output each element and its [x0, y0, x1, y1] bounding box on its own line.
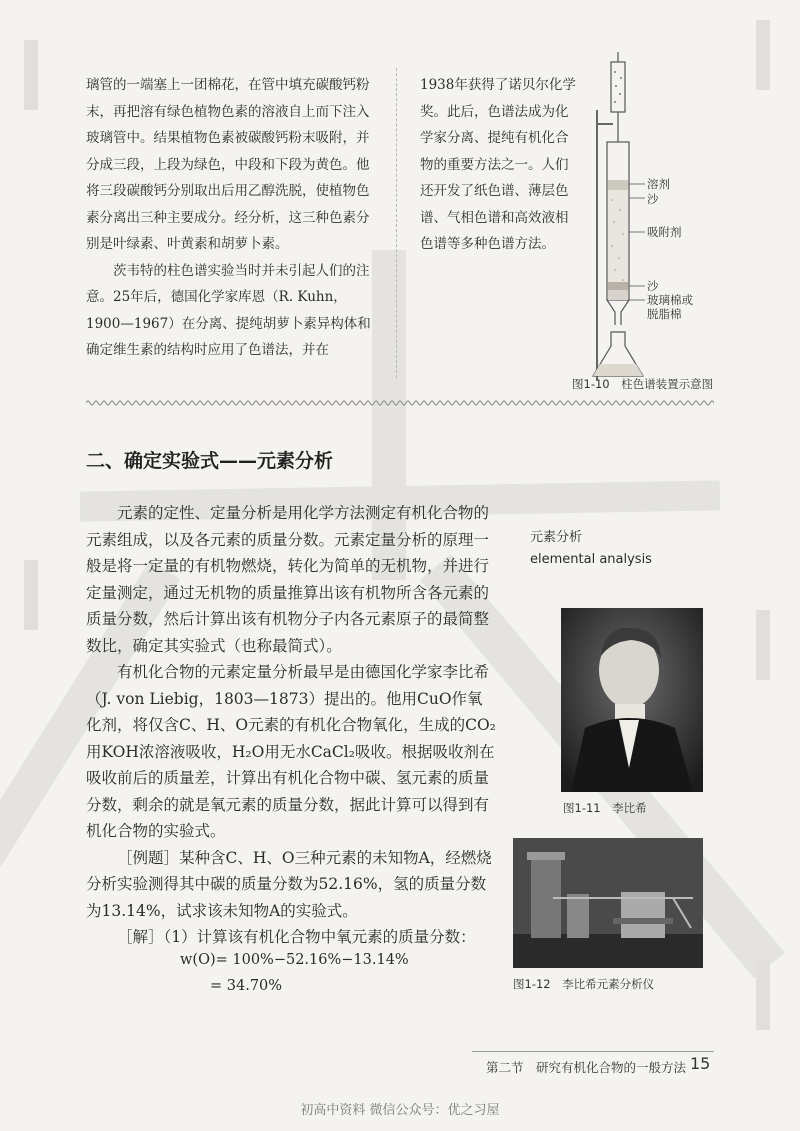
section-title: 二、确定实验式——元素分析 [86, 450, 334, 472]
example-paragraph [86, 845, 498, 925]
label-sand-bottom: 沙 [647, 279, 659, 293]
solution-text: （1）计算该有机化合物中氧元素的质量分数： [163, 928, 476, 946]
edge-mark [24, 560, 38, 630]
footer-rule [472, 1051, 714, 1052]
label-glass-wool: 玻璃棉或 [647, 293, 693, 307]
label-solvent: 溶剂 [647, 177, 670, 191]
example-text: 某种含C、H、O三种元素的未知物A，经燃烧分析实验测得其中碳的质量分数为52.16%，氢的质量分数为13.14%，试求该未知物A的实验式。 [86, 848, 492, 920]
page-number: 15 [690, 1054, 711, 1073]
footer-section-title: 第二节 研究有机化合物的一般方法 [486, 1060, 687, 1075]
paragraph: 有机化合物的元素定量分析最早是由德国化学家李比希（J. von Liebig，1803—1873）提出的。他用CuO作氧化剂，将仅含C、H、O元素的有机化合物氧化，生成的CO₂用KOH浓溶液吸收，H₂O用无水CaCl₂吸收。根据吸收剂在吸收前后的质量差，计算出有机化合物中碳、氢元素的质量分数，剩余的就是氧元素的质量分数，据此计算可以得到有机化合物的实验式。 [86, 663, 496, 840]
label-sand-top: 沙 [647, 192, 659, 206]
paragraph: 1938年获得了诺贝尔化学奖。此后，色谱法成为化学家分离、提纯有机化合物的重要方法之一。人们还开发了纸色谱、薄层色谱、气相色谱和高效液相色谱等多种色谱方法。 [420, 77, 576, 252]
liebig-apparatus-photo [513, 838, 703, 968]
formula-line: w(O)= 100%−52.16%−13.14% [180, 952, 409, 968]
paragraph: 璃管的一端塞上一团棉花，在管中填充碳酸钙粉末，再把溶有绿色植物色素的溶液自上而下注入玻璃管中。结果植物色素被碳酸钙粉末吸附，并分成三段，上段为绿色，中段和下段为黄色。他将三段碳酸钙分别取出后用乙醇洗脱，使植物色素分离出三种主要成分。经分析，这三种色素分别是叶绿素、叶黄素和胡萝卜素。 [86, 77, 370, 252]
continued-text-column [86, 72, 372, 364]
formula-line: = 34.70% [210, 978, 283, 994]
continued-text-side [420, 72, 580, 258]
paragraph: 茨韦特的柱色谱实验当时并未引起人们的注意。25年后，德国化学家库恩（R. Kuhn，1900—1967）在分离、提纯胡萝卜素异构体和确定维生素的结构时应用了色谱法，并在 [86, 262, 371, 358]
column-divider [396, 68, 397, 378]
main-text-column [86, 500, 498, 951]
wavy-separator [86, 397, 714, 409]
edge-mark [756, 960, 770, 1030]
edge-mark [756, 20, 770, 90]
figure-1-11-caption: 图1-11 李比希 [563, 801, 647, 815]
liebig-portrait [561, 608, 703, 792]
figure-1-10-caption: 图1-10 柱色谱装置示意图 [572, 377, 714, 391]
chromatography-column-diagram [585, 50, 720, 380]
label-adsorbent: 吸附剂 [647, 225, 682, 239]
solution-tag: ［解］ [117, 928, 164, 946]
formula-block [180, 947, 409, 999]
edge-mark [24, 40, 38, 110]
label-cotton: 脱脂棉 [647, 307, 682, 321]
figure-1-12-caption: 图1-12 李比希元素分析仪 [513, 977, 655, 991]
glossary-term-cn: 元素分析 [530, 530, 583, 545]
example-tag: ［例题］ [117, 848, 180, 867]
paragraph: 元素的定性、定量分析是用化学方法测定有机化合物的元素组成，以及各元素的质量分数。元素定量分析的原理一般是将一定量的有机物燃烧，转化为简单的无机物，并进行定量测定，通过无机物的质量推算出该有机物所含各元素的质量分数，然后计算出该有机物分子内各元素原子的最简整数比，确定其实验式（也称最简式）。 [86, 504, 490, 655]
sidebar-glossary [530, 527, 652, 571]
edge-mark [756, 610, 770, 680]
glossary-term-en: elemental analysis [530, 552, 652, 567]
bottom-note: 初高中资料 微信公众号：优之习屋 [300, 1103, 500, 1118]
